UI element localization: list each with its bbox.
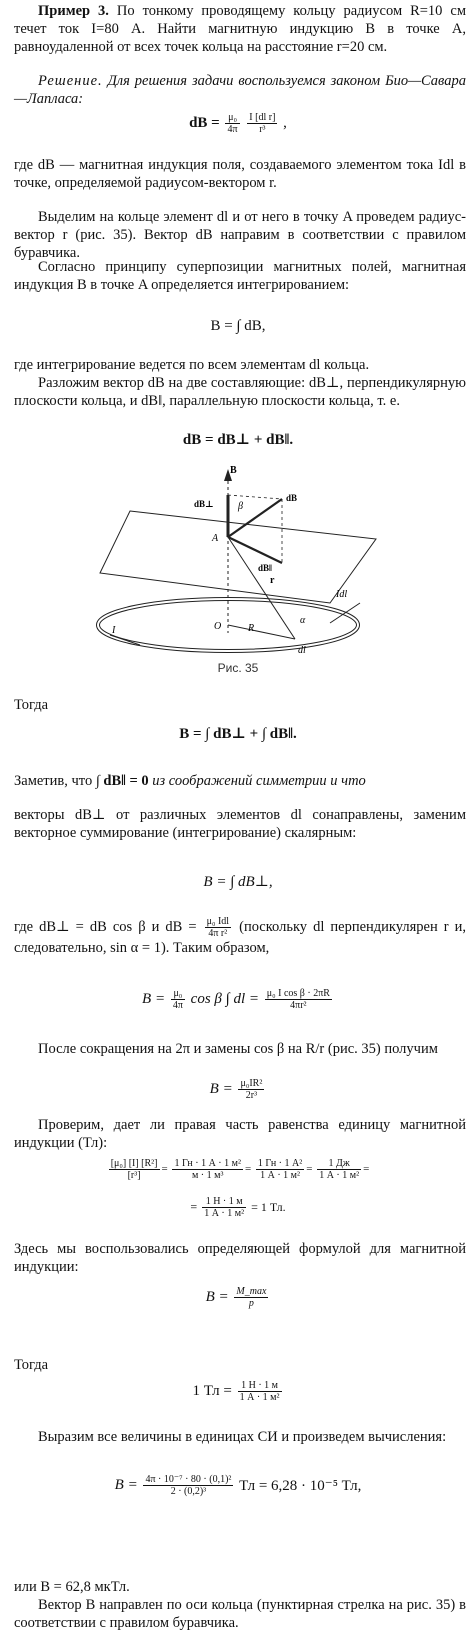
equation-integral: B = ∫ dB, xyxy=(210,318,266,334)
fig-label-beta: β xyxy=(238,501,243,512)
fig-label-B: B xyxy=(230,465,237,476)
equation-biot-savart: dB = $\frac{\text{μ₀}}{4\pi}$ $\frac{\text{I [dl r]}}{\text{r³}}$ , xyxy=(189,112,287,135)
equation-calc: B = $\frac{\text{4π · 10⁻⁷ · 80 · (0,1)²}}{\text{2 · (0,2)³}}$ Тл = 6,28 · 10⁻⁵ Тл, xyxy=(114,1474,362,1497)
example-statement: По тонкому проводящему кольцу радиусом R=10 см течет ток I=80 А. Найти магнитную индукцию B в точке A, равноудаленной от всех точек кольца на расстояние r=20 см. xyxy=(14,3,467,55)
text-t11: Выразим все величины в единицах СИ и произведем вычисления: xyxy=(38,1429,447,1445)
text-t10: Здесь мы воспользовались определяющей формулой для магнитной индукции: xyxy=(14,1241,466,1275)
equation-units-line2: = $\frac{1 Н \cdot 1 м}{\text{1 А · 1 м²}}$ = 1 Тл. xyxy=(190,1196,286,1219)
text-t12: или B = 62,8 мкТл. xyxy=(14,1579,130,1595)
text-t8: После сокращения на 2π и замены cos β на R/r (рис. 35) получим xyxy=(38,1041,438,1057)
solution-label: Решение. xyxy=(38,73,103,89)
text-t5: Разложим вектор dB на две составляющие: dB⊥, перпендикулярную плоскости кольца, и dB‖, параллельную плоскости кольца, т. е. xyxy=(14,375,466,409)
text-t4: где интегрирование ведется по всем элементам dl кольца. xyxy=(14,357,370,373)
fig-label-dB: dB xyxy=(286,493,298,503)
figure-caption: Рис. 35 xyxy=(217,661,259,675)
text-tog1: Тогда xyxy=(14,697,49,713)
equation-par-zero: ∫ dB‖ = 0 xyxy=(95,773,149,789)
text-t6c: векторы dB⊥ от различных элементов dl сонаправлены, заменим векторное суммирование (интегрирование) скалярным: xyxy=(14,807,466,841)
equation-tesla: 1 Тл = $\frac{1 Н \cdot 1 м}{\text{1 А · 1 м²}}$ xyxy=(192,1380,280,1403)
equation-sum: B = ∫ dB⊥ + ∫ dB‖. xyxy=(179,726,297,742)
text-t13: Вектор B направлен по оси кольца (пунктирная стрелка на рис. 35) в соответствии с правилом буравчика. xyxy=(14,1597,466,1631)
solution-intro xyxy=(14,72,466,108)
fig-label-dl: dl xyxy=(298,645,306,655)
fig-label-R: R xyxy=(248,623,255,634)
text-tog2: Тогда xyxy=(14,1357,49,1373)
fig-label-I: I xyxy=(112,625,116,636)
text-t6: Заметив, что ∫ dB‖ = 0 из соображений симметрии и что xyxy=(14,773,366,789)
text-t9: Проверим, дает ли правая часть равенства единицу магнитной индукции (Тл): xyxy=(14,1117,466,1151)
fig-label-O: O xyxy=(214,621,222,632)
equation-full: B = $\frac{\text{μ₀}}{4\pi}$ cos β ∫ dl = $\frac{\text{μ₀ I cos β · 2πR}}{\text{4πr²}}$ xyxy=(142,988,330,1011)
fig-label-dB-par: dB‖ xyxy=(258,563,272,573)
figure-35 xyxy=(90,455,390,655)
equation-scalar: B = ∫ dB⊥, xyxy=(203,874,273,890)
text-t2: Выделим на кольце элемент dl и от него в точку A проведем радиус-вектор r (рис. 35). Вектор dB направим в соответствии с правилом буравчика. xyxy=(14,209,466,261)
fig-label-Idl: Idl xyxy=(336,589,348,600)
example-label: Пример 3. xyxy=(38,3,109,19)
fig-label-A: A xyxy=(212,533,219,544)
solution-intro-text: Для решения задачи воспользуемся законом Био—Савара—Лапласа: xyxy=(14,73,466,107)
fig-label-alpha: α xyxy=(300,615,306,626)
fig-label-r: r xyxy=(270,575,275,586)
text-t7: где dB⊥ = dB cos β и dB = $\frac{\text{μ₀ Idl}}{\text{4π r²}}$ (поскольку dl перпендикулярен r и, следовательно, sin α = 1). Таким образом, xyxy=(14,916,467,956)
fig-label-dB-perp: dB⊥ xyxy=(194,499,214,509)
equation-units-line1: $\frac{\text{[μ₀] [I] [R²]}}{\text{[r³]}}$ = $\frac{\text{1 Гн · 1 А · 1 м²}}{\text{м · 1 м³}}$ = $\frac{\text{1 Гн · 1 А²}}{\text{1 А · 1 м²}}$ = $\frac{1 Дж}{\text{1 А · 1 м²}}$ = xyxy=(110,1158,370,1181)
equation-result: B = $\frac{\text{μ₀IR²}}{\text{2r³}}$ xyxy=(209,1078,263,1101)
text-t3: Согласно принципу суперпозиции магнитных полей, магнитная индукция B в точке A определяется интегрированием: xyxy=(14,259,466,293)
text-t1: где dB — магнитная индукция поля, создаваемого элементом тока Idl в точке, определяемой радиусом-вектором r. xyxy=(14,157,466,191)
problem-statement xyxy=(14,2,466,56)
equation-decomposition: dB = dB⊥ + dB‖. xyxy=(182,432,294,448)
equation-definition: B = $\frac{M\_\max}{p}$ xyxy=(205,1286,267,1309)
